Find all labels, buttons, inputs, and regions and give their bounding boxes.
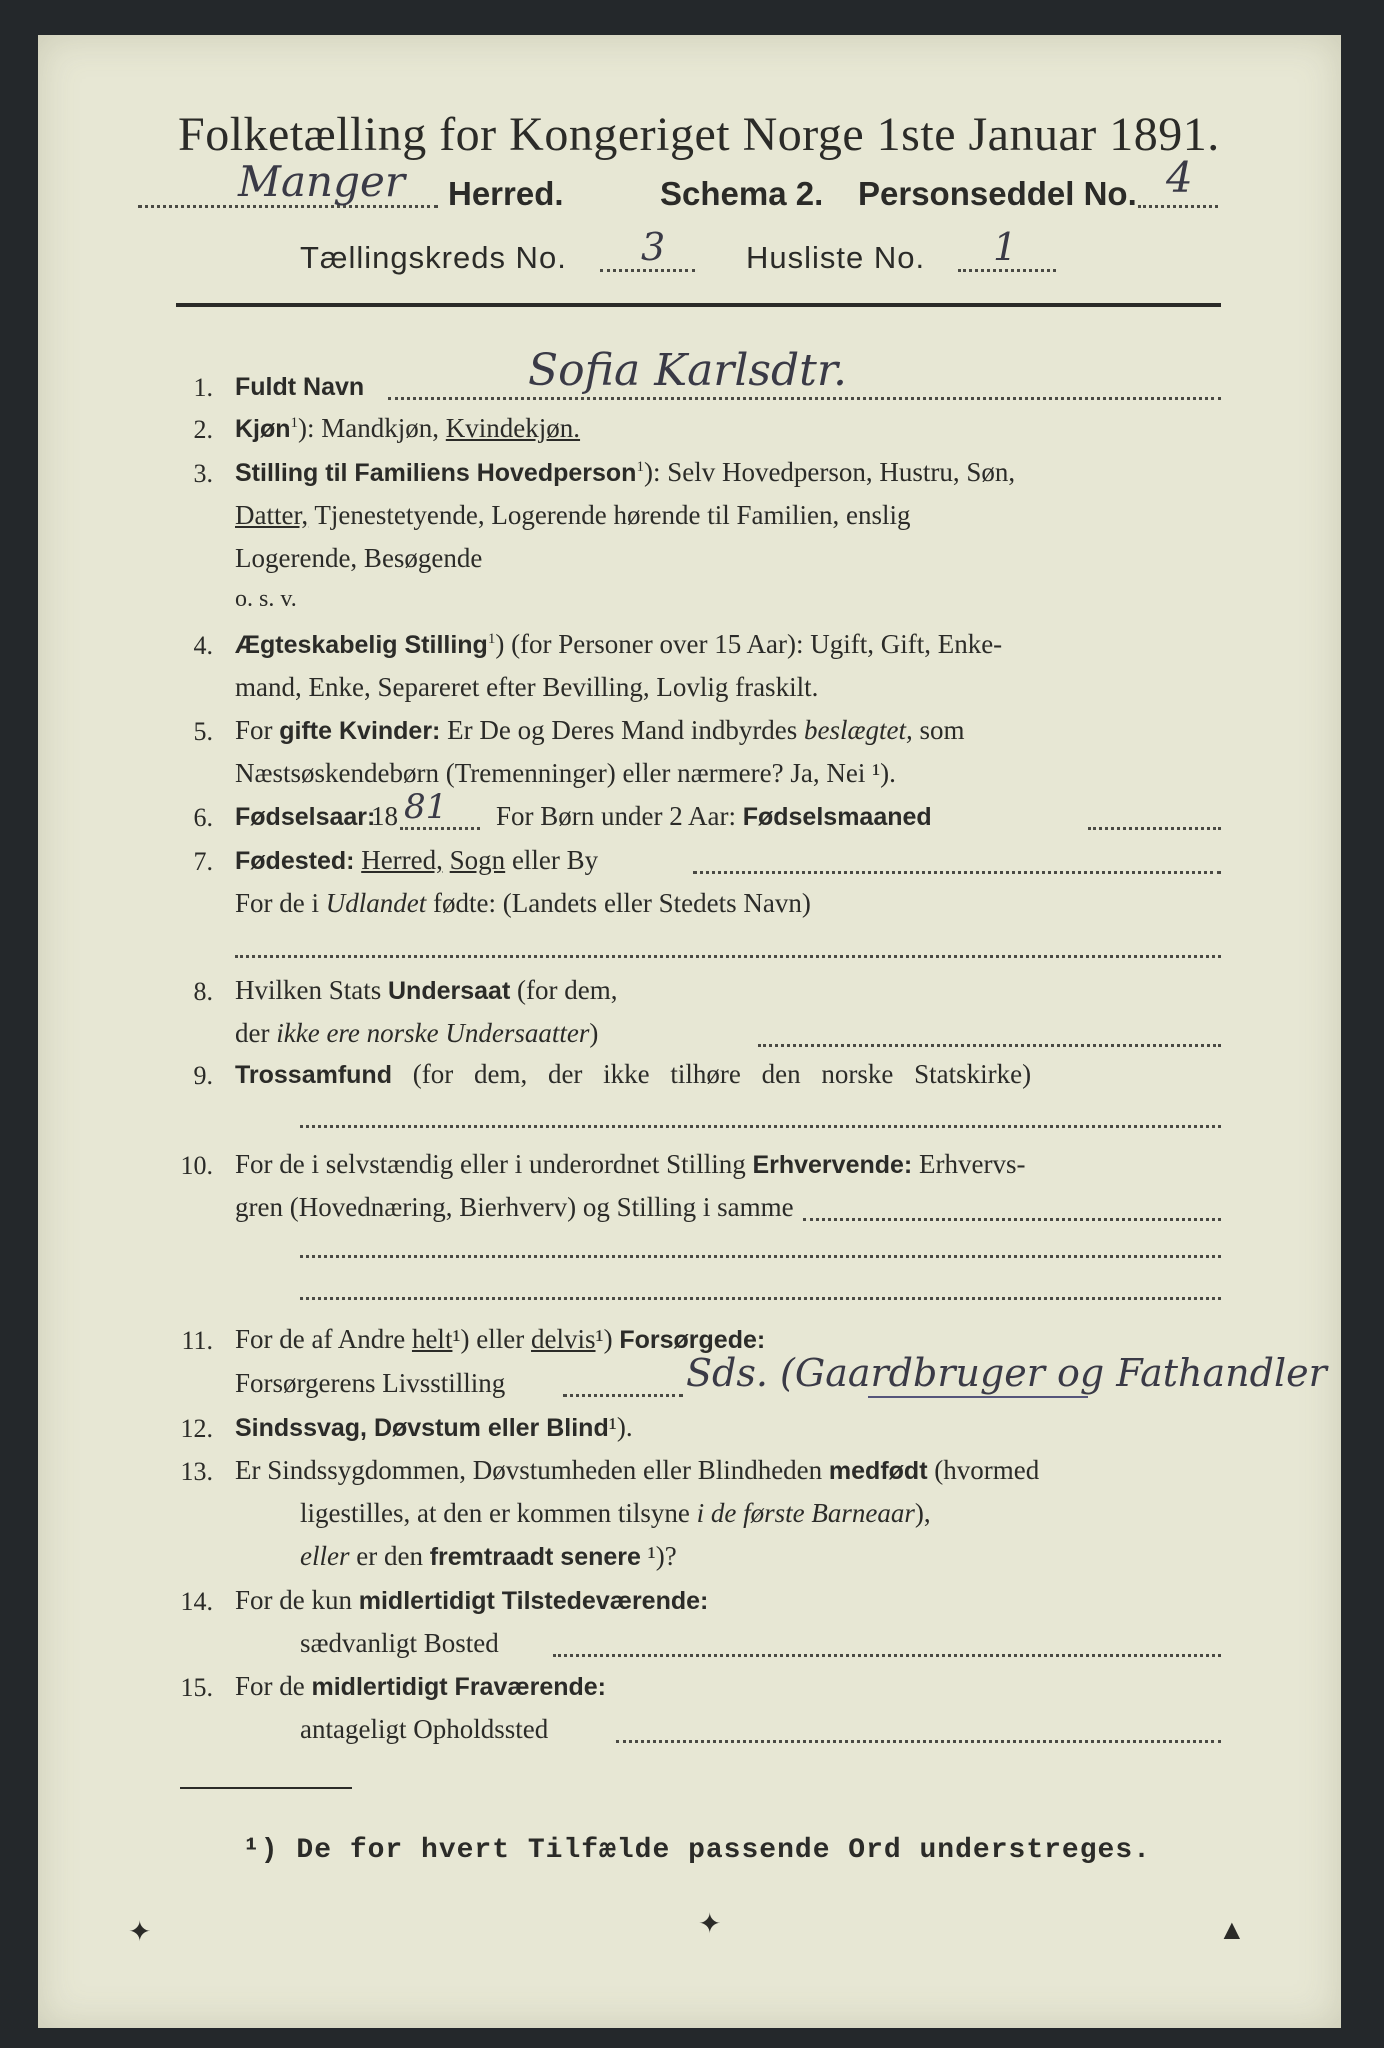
q5-text-a: For — [235, 715, 280, 745]
census-form — [38, 35, 1341, 2028]
q6-text-b — [496, 801, 932, 832]
q9-line1 — [235, 1059, 1031, 1090]
q10-line1 — [235, 1149, 1025, 1180]
q11-helt: helt — [411, 1324, 453, 1354]
husliste-label: Husliste No. — [746, 240, 926, 275]
kreds-value: 3 — [641, 225, 666, 269]
q8-line2 — [235, 1018, 598, 1049]
q6-number: 6. — [193, 803, 213, 832]
q7-line2-italic: Udlandet — [325, 888, 427, 918]
q9-number: 9. — [193, 1061, 213, 1090]
q11-label: Forsørgede: — [619, 1326, 766, 1354]
q3-number: 3. — [193, 459, 213, 488]
q8-number: 8. — [193, 977, 213, 1006]
q10-text-a: For de i selvstændig eller i underordnet Stilling — [235, 1149, 753, 1179]
q5-line1 — [235, 715, 965, 746]
q3-line2-text: Tjenestetyende, Logerende hørende til Familien, enslig — [308, 500, 911, 530]
q15-text-a: For de — [235, 1671, 312, 1701]
q2-kvindekjon: Kvindekjøn. — [445, 413, 581, 443]
q8-text-a: Hvilken Stats — [235, 975, 388, 1005]
q4-number: 4. — [193, 631, 213, 660]
q3-label: Stilling til Familiens Hovedperson — [235, 459, 637, 487]
q14-number: 14. — [180, 1587, 213, 1616]
q8-label: Undersaat — [388, 977, 511, 1005]
q7-number: 7. — [193, 847, 213, 876]
q8-line1 — [235, 975, 617, 1006]
q13-line3 — [300, 1541, 677, 1572]
husliste-value: 1 — [993, 225, 1018, 269]
q15-number: 15. — [180, 1673, 213, 1702]
form-title: Folketælling for Kongeriget Norge 1ste Januar 1891. — [178, 108, 1220, 161]
q4-line1 — [235, 629, 1002, 660]
q11-livsstilling-value: Sds. (Gaardbruger og Fathandler — [686, 1351, 1327, 1395]
herred-value: Manger — [238, 157, 405, 206]
q13-line3-italic: eller — [300, 1541, 350, 1571]
q13-line2-b: ), — [914, 1498, 931, 1528]
q11-value-underline — [868, 1396, 1088, 1398]
q6-label2: Fødselsmaaned — [742, 803, 932, 831]
q3-line2 — [235, 500, 910, 531]
q3-line3: Logerende, Besøgende — [235, 543, 483, 573]
q13-text-b: (hvormed — [927, 1455, 1040, 1485]
q7-line2-b: fødte: (Landets eller Stedets Navn) — [426, 888, 811, 918]
q15-line2: antageligt Opholdssted — [300, 1714, 549, 1744]
q10-label: Erhvervende: — [752, 1151, 913, 1179]
schema-label: Schema 2. — [660, 175, 824, 212]
q4-line2: mand, Enke, Separeret efter Bevilling, Lovlig fraskilt. — [235, 672, 819, 702]
q12-text-b: ¹). — [608, 1412, 633, 1442]
q13-label: medfødt — [828, 1457, 928, 1485]
q13-line3-c: ¹)? — [640, 1541, 677, 1571]
q12-text-a: eller — [480, 1414, 547, 1442]
q7-text-a: eller By — [505, 845, 599, 875]
header-rule — [176, 303, 1221, 307]
q7-line1 — [235, 845, 598, 876]
q2-number: 2. — [193, 415, 213, 444]
registration-mark-left: ✦ — [128, 1917, 152, 1948]
q13-line1 — [235, 1455, 1039, 1486]
q11-text-c: ¹) — [595, 1324, 620, 1354]
q9-text-a: (for dem, der ikke tilhøre den norske Statskirke) — [391, 1059, 1032, 1089]
q5-text-b: Er De og Deres Mand indbyrdes — [440, 715, 805, 745]
q7-line2-a: For de i — [235, 888, 326, 918]
q13-text-a: Er Sindssygdommen, Døvstumheden eller Blindheden — [235, 1455, 829, 1485]
q6-year-value: 81 — [404, 787, 448, 827]
q2-text-a: ): Mandkjøn, — [298, 413, 446, 443]
q6-text: For Børn under 2 Aar: — [496, 801, 743, 831]
q14-text-a: For de kun — [235, 1585, 359, 1615]
personseddel-value: 4 — [1166, 153, 1193, 202]
q5-number: 5. — [193, 717, 213, 746]
q7-herred: Herred, — [361, 845, 443, 875]
q14-line2: sædvanligt Bosted — [300, 1628, 499, 1658]
q12-label: Sindssvag, Døvstum — [235, 1414, 481, 1442]
personseddel-label: Personseddel No. — [858, 175, 1137, 212]
q14-label: midlertidigt Tilstedeværende: — [358, 1587, 709, 1615]
q11-number: 11. — [181, 1326, 213, 1355]
q10-line2: gren (Hovednæring, Bierhverv) og Stilling i samme — [235, 1192, 794, 1222]
q7-line2 — [235, 888, 811, 919]
q11-text-a: For de af Andre — [235, 1324, 412, 1354]
footnote: ¹) De for hvert Tilfælde passende Ord understreges. — [243, 1835, 1151, 1866]
q4-sup: 1 — [487, 631, 496, 647]
q2-sup: 1 — [290, 415, 299, 431]
q10-text-b: Erhvervs- — [912, 1149, 1026, 1179]
q9-label: Trossamfund — [235, 1061, 392, 1089]
q13-number: 13. — [180, 1457, 213, 1486]
footnote-rule — [180, 1787, 352, 1789]
q5-line2: Næstsøskendebørn (Tremenninger) eller nærmere? Ja, Nei ¹). — [235, 758, 896, 788]
q7-label: Fødested: — [235, 847, 355, 875]
q4-text-a: ) (for Personer over 15 Aar): Ugift, Gift, Enke- — [495, 629, 1003, 659]
q12-number: 12. — [180, 1414, 213, 1443]
q3-text-a: ): Selv Hovedperson, Hustru, Søn, — [643, 457, 1016, 487]
q6-prefix: 18 — [371, 801, 398, 831]
q15-line1 — [235, 1671, 606, 1702]
registration-mark-right: ▲ — [1218, 1915, 1246, 1946]
q11-line2: Forsørgerens Livsstilling — [235, 1368, 506, 1398]
registration-mark-center: ✦ — [698, 1909, 722, 1940]
q11-delvis: delvis — [531, 1324, 596, 1354]
kreds-label: Tællingskreds No. — [300, 240, 567, 275]
q5-text-c: som — [912, 715, 965, 745]
q3-sup: 1 — [636, 459, 644, 475]
q1-number: 1. — [193, 373, 213, 402]
q5-italic: beslægtet, — [804, 715, 913, 745]
q15-label: midlertidigt Fraværende: — [311, 1673, 606, 1701]
q8-text-b: (for dem, — [510, 975, 618, 1005]
q3-line4: o. s. v. — [235, 586, 297, 612]
q13-line2-italic: i de første Barneaar — [696, 1498, 915, 1528]
q2-label: Kjøn — [235, 415, 291, 443]
q5-label: gifte Kvinder: — [279, 717, 441, 745]
q8-line2-b: ) — [589, 1018, 599, 1048]
q8-line2-italic: ikke ere norske Undersaatter — [276, 1018, 590, 1048]
q2-text — [235, 413, 580, 444]
q6-label: Fødselsaar: — [235, 803, 376, 831]
q1-label: Fuldt Navn — [235, 373, 365, 401]
q3-line1 — [235, 457, 1015, 488]
q13-line2 — [300, 1498, 931, 1529]
q12-line1 — [235, 1412, 633, 1443]
q1-name-value: Sofia Karlsdtr. — [528, 345, 848, 396]
q13-line3-label: fremtraadt senere — [429, 1543, 641, 1571]
q14-line1 — [235, 1585, 708, 1616]
q11-text-b: ¹) eller — [452, 1324, 532, 1354]
q4-label: Ægteskabelig Stilling — [235, 631, 488, 659]
herred-label: Herred. — [448, 175, 564, 212]
q12-label2: Blind — [546, 1414, 609, 1442]
q8-line2-a: der — [235, 1018, 277, 1048]
q7-sogn: Sogn — [449, 845, 506, 875]
q10-number: 10. — [180, 1151, 213, 1180]
q13-line2-a: ligestilles, at den er kommen tilsyne — [300, 1498, 697, 1528]
q3-datter: Datter, — [235, 500, 309, 530]
q13-line3-a: er den — [349, 1541, 430, 1571]
